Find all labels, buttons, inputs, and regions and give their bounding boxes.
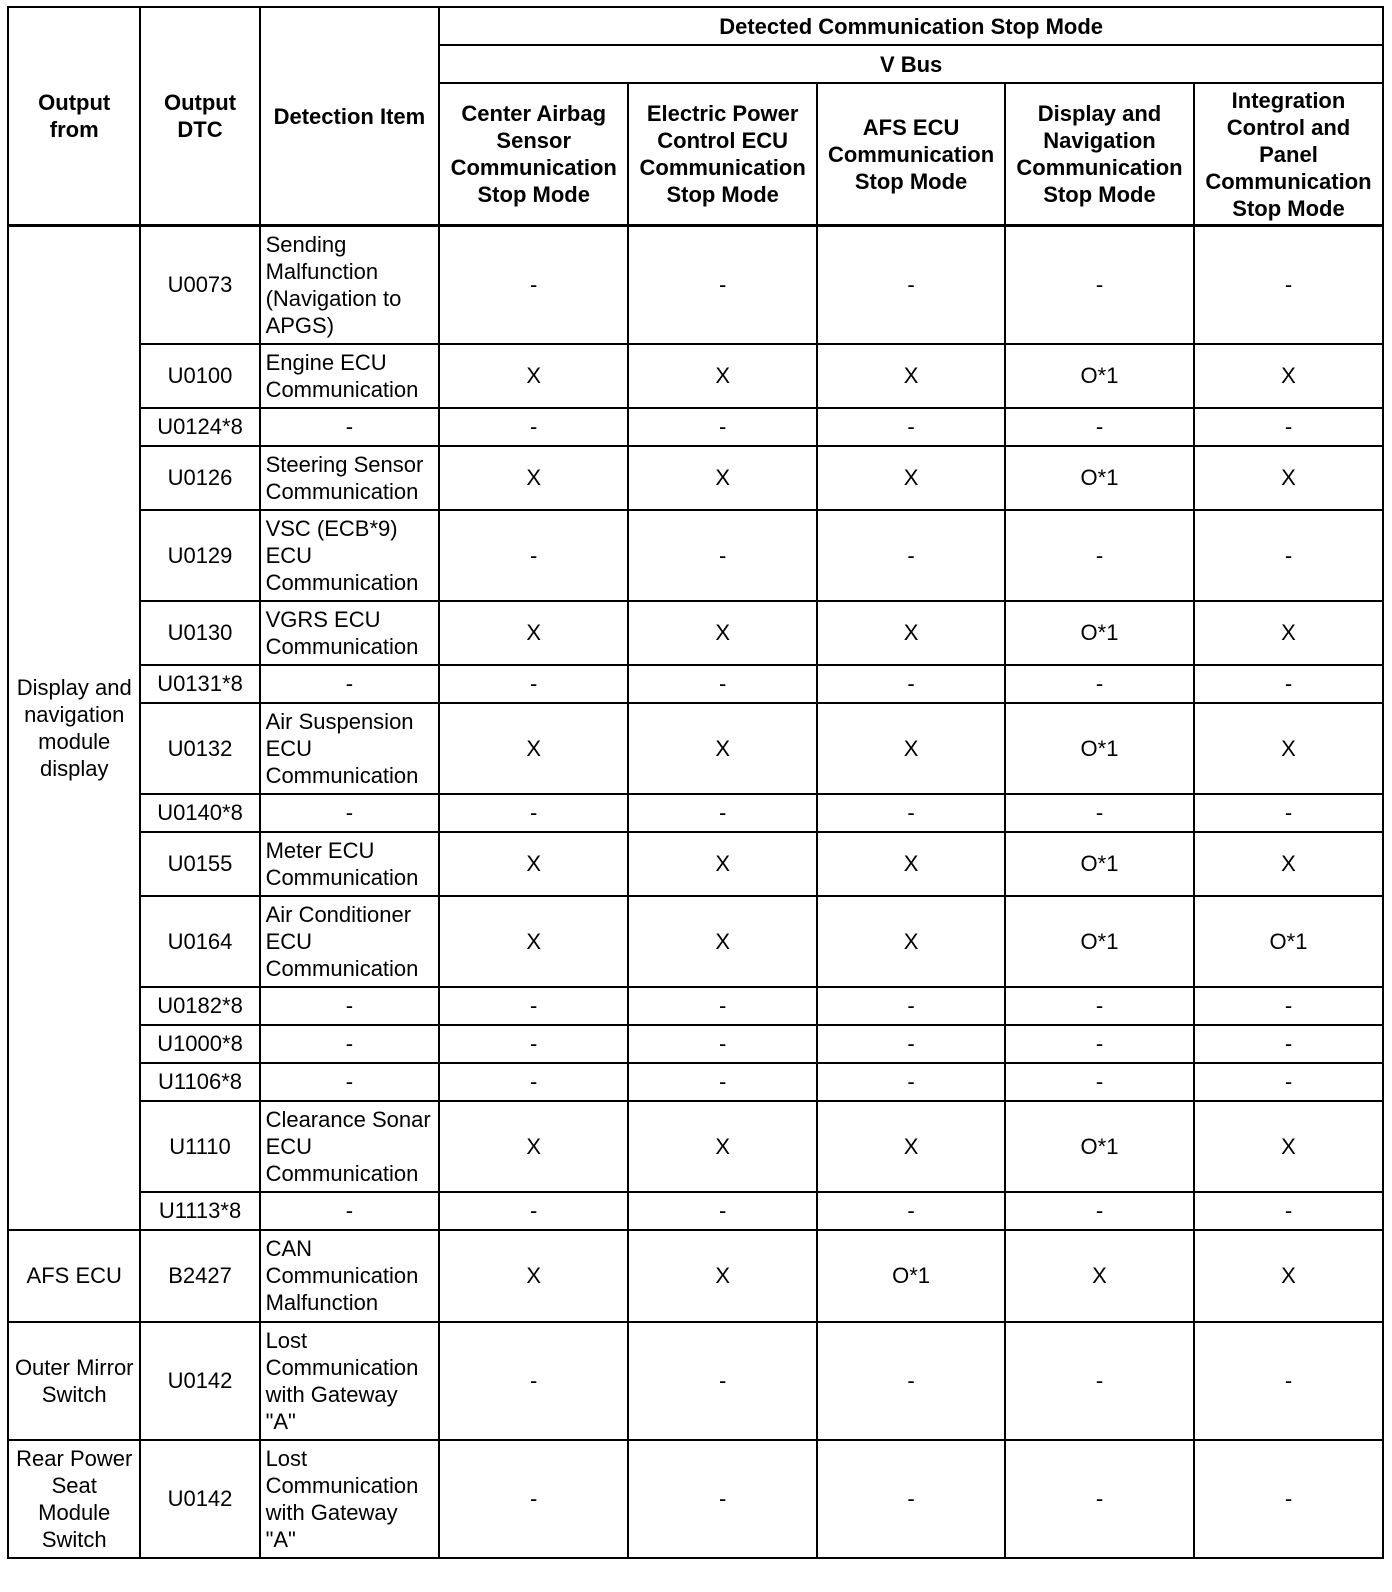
cell-mode-value: O*1	[1005, 896, 1194, 987]
cell-mode-value: X	[628, 896, 817, 987]
header-output-dtc: Output DTC	[140, 7, 259, 226]
cell-mode-value: -	[1005, 408, 1194, 446]
cell-mode-value: -	[439, 794, 628, 832]
cell-mode-value: -	[1005, 665, 1194, 703]
cell-mode-value: -	[439, 665, 628, 703]
cell-mode-value: X	[439, 832, 628, 896]
cell-dtc: B2427	[140, 1230, 259, 1322]
cell-dtc: U0182*8	[140, 987, 259, 1025]
cell-output-from: Display and navigation module display	[8, 226, 140, 1230]
cell-mode-value: -	[817, 794, 1005, 832]
cell-mode-value: X	[439, 344, 628, 408]
cell-detection-item: Lost Communication with Gateway "A"	[260, 1440, 440, 1558]
cell-mode-value: -	[817, 510, 1005, 601]
cell-mode-value: X	[817, 832, 1005, 896]
table-body	[8, 226, 1383, 1558]
cell-mode-value: X	[817, 703, 1005, 794]
cell-mode-value: X	[817, 601, 1005, 665]
cell-mode-value: -	[439, 1063, 628, 1101]
cell-dtc: U1106*8	[140, 1063, 259, 1101]
cell-mode-value: -	[1194, 665, 1383, 703]
cell-mode-value: -	[439, 1322, 628, 1440]
cell-mode-value: -	[1005, 1192, 1194, 1230]
cell-mode-value: -	[439, 226, 628, 344]
cell-detection-item: Air Suspension ECU Communication	[260, 703, 440, 794]
cell-mode-value: X	[1194, 1230, 1383, 1322]
cell-mode-value: X	[1005, 1230, 1194, 1322]
cell-mode-value: -	[817, 408, 1005, 446]
cell-mode-value: -	[1005, 510, 1194, 601]
cell-output-from: AFS ECU	[8, 1230, 140, 1322]
cell-output-from: Rear Power Seat Module Switch	[8, 1440, 140, 1558]
cell-mode-value: -	[439, 1440, 628, 1558]
cell-mode-value: X	[628, 703, 817, 794]
cell-mode-value: X	[817, 344, 1005, 408]
table-row	[8, 665, 1383, 703]
cell-mode-value: -	[817, 987, 1005, 1025]
cell-mode-value: X	[628, 1101, 817, 1192]
cell-mode-value: -	[1194, 226, 1383, 344]
cell-mode-value: -	[1194, 1440, 1383, 1558]
cell-dtc: U0142	[140, 1322, 259, 1440]
cell-detection-item: -	[260, 1192, 440, 1230]
table-row	[8, 1025, 1383, 1063]
cell-mode-value: -	[1005, 1440, 1194, 1558]
header-bus: V Bus	[439, 45, 1383, 83]
cell-mode-value: X	[817, 1101, 1005, 1192]
cell-detection-item: -	[260, 665, 440, 703]
cell-dtc: U1110	[140, 1101, 259, 1192]
cell-dtc: U0132	[140, 703, 259, 794]
cell-dtc: U0124*8	[140, 408, 259, 446]
cell-mode-value: -	[1194, 1322, 1383, 1440]
header-output-from: Output from	[8, 7, 140, 226]
table-row	[8, 1063, 1383, 1101]
cell-mode-value: -	[1005, 987, 1194, 1025]
table-header	[8, 7, 1383, 226]
header-mode-integration-panel: Integration Control and Panel Communication Stop Mode	[1194, 83, 1383, 226]
cell-mode-value: -	[628, 1192, 817, 1230]
cell-output-from: Outer Mirror Switch	[8, 1322, 140, 1440]
cell-detection-item: Lost Communication with Gateway "A"	[260, 1322, 440, 1440]
cell-mode-value: X	[1194, 832, 1383, 896]
cell-mode-value: -	[628, 665, 817, 703]
cell-mode-value: X	[439, 1230, 628, 1322]
cell-mode-value: X	[439, 896, 628, 987]
header-detection-item: Detection Item	[260, 7, 440, 226]
table-row	[8, 344, 1383, 408]
cell-mode-value: O*1	[817, 1230, 1005, 1322]
cell-detection-item: CAN Communication Malfunction	[260, 1230, 440, 1322]
cell-mode-value: -	[1194, 1025, 1383, 1063]
cell-mode-value: -	[628, 987, 817, 1025]
cell-mode-value: O*1	[1005, 1101, 1194, 1192]
cell-mode-value: -	[1194, 987, 1383, 1025]
dtc-table	[7, 6, 1384, 1559]
cell-detection-item: Steering Sensor Communication	[260, 446, 440, 510]
cell-mode-value: -	[817, 226, 1005, 344]
cell-dtc: U1000*8	[140, 1025, 259, 1063]
cell-mode-value: O*1	[1005, 601, 1194, 665]
cell-mode-value: -	[1194, 510, 1383, 601]
cell-mode-value: -	[439, 408, 628, 446]
cell-mode-value: -	[817, 665, 1005, 703]
cell-dtc: U0164	[140, 896, 259, 987]
table-row	[8, 601, 1383, 665]
cell-mode-value: X	[1194, 446, 1383, 510]
cell-detection-item: Clearance Sonar ECU Communication	[260, 1101, 440, 1192]
cell-mode-value: -	[628, 1025, 817, 1063]
cell-dtc: U0073	[140, 226, 259, 344]
header-mode-electric-power: Electric Power Control ECU Communication Stop Mode	[628, 83, 817, 226]
cell-mode-value: X	[439, 601, 628, 665]
cell-mode-value: X	[628, 601, 817, 665]
cell-mode-value: X	[1194, 1101, 1383, 1192]
cell-mode-value: X	[817, 896, 1005, 987]
cell-mode-value: X	[628, 344, 817, 408]
cell-dtc: U1113*8	[140, 1192, 259, 1230]
cell-mode-value: -	[1194, 1063, 1383, 1101]
table-row	[8, 226, 1383, 344]
header-mode-afs-ecu: AFS ECU Communication Stop Mode	[817, 83, 1005, 226]
cell-mode-value: X	[628, 1230, 817, 1322]
header-mode-center-airbag: Center Airbag Sensor Communication Stop Mode	[439, 83, 628, 226]
cell-dtc: U0142	[140, 1440, 259, 1558]
cell-mode-value: -	[628, 1063, 817, 1101]
cell-mode-value: -	[1005, 1322, 1194, 1440]
cell-detection-item: -	[260, 794, 440, 832]
cell-detection-item: Engine ECU Communication	[260, 344, 440, 408]
cell-dtc: U0130	[140, 601, 259, 665]
cell-dtc: U0100	[140, 344, 259, 408]
cell-mode-value: X	[817, 446, 1005, 510]
cell-mode-value: -	[439, 987, 628, 1025]
cell-mode-value: -	[1005, 1025, 1194, 1063]
cell-mode-value: -	[439, 510, 628, 601]
table-row	[8, 510, 1383, 601]
cell-mode-value: X	[439, 703, 628, 794]
cell-mode-value: -	[628, 408, 817, 446]
cell-detection-item: -	[260, 987, 440, 1025]
cell-dtc: U0129	[140, 510, 259, 601]
cell-mode-value: -	[628, 226, 817, 344]
table-row	[8, 1322, 1383, 1440]
cell-mode-value: -	[628, 510, 817, 601]
cell-mode-value: -	[628, 1322, 817, 1440]
cell-mode-value: -	[439, 1192, 628, 1230]
cell-mode-value: O*1	[1005, 703, 1194, 794]
cell-dtc: U0126	[140, 446, 259, 510]
cell-detection-item: VSC (ECB*9) ECU Communication	[260, 510, 440, 601]
table-row	[8, 987, 1383, 1025]
table-row	[8, 446, 1383, 510]
cell-mode-value: -	[817, 1063, 1005, 1101]
cell-mode-value: -	[1005, 1063, 1194, 1101]
cell-detection-item: Sending Malfunction (Navigation to APGS)	[260, 226, 440, 344]
cell-mode-value: -	[628, 794, 817, 832]
table-row	[8, 1192, 1383, 1230]
cell-dtc: U0155	[140, 832, 259, 896]
cell-mode-value: O*1	[1005, 446, 1194, 510]
cell-mode-value: -	[1194, 408, 1383, 446]
cell-mode-value: -	[1194, 794, 1383, 832]
cell-mode-value: X	[628, 832, 817, 896]
table-row	[8, 832, 1383, 896]
cell-mode-value: O*1	[1005, 832, 1194, 896]
cell-mode-value: -	[1005, 794, 1194, 832]
table-row	[8, 896, 1383, 987]
cell-mode-value: X	[439, 446, 628, 510]
table-row	[8, 703, 1383, 794]
cell-mode-value: X	[1194, 703, 1383, 794]
cell-mode-value: -	[817, 1440, 1005, 1558]
cell-mode-value: -	[817, 1192, 1005, 1230]
cell-mode-value: X	[1194, 344, 1383, 408]
cell-mode-value: X	[1194, 601, 1383, 665]
cell-mode-value: -	[817, 1025, 1005, 1063]
cell-dtc: U0140*8	[140, 794, 259, 832]
table-row	[8, 1230, 1383, 1322]
cell-detection-item: Air Conditioner ECU Communication	[260, 896, 440, 987]
table-row	[8, 1101, 1383, 1192]
cell-detection-item: Meter ECU Communication	[260, 832, 440, 896]
table-row	[8, 1440, 1383, 1558]
cell-mode-value: O*1	[1005, 344, 1194, 408]
cell-detection-item: -	[260, 408, 440, 446]
cell-mode-value: -	[1194, 1192, 1383, 1230]
cell-detection-item: VGRS ECU Communication	[260, 601, 440, 665]
cell-mode-value: -	[817, 1322, 1005, 1440]
cell-mode-value: O*1	[1194, 896, 1383, 987]
cell-detection-item: -	[260, 1063, 440, 1101]
cell-mode-value: -	[628, 1440, 817, 1558]
cell-detection-item: -	[260, 1025, 440, 1063]
table-row	[8, 408, 1383, 446]
cell-mode-value: X	[439, 1101, 628, 1192]
cell-mode-value: -	[1005, 226, 1194, 344]
header-detected-mode: Detected Communication Stop Mode	[439, 7, 1383, 45]
cell-dtc: U0131*8	[140, 665, 259, 703]
cell-mode-value: -	[439, 1025, 628, 1063]
table-row	[8, 794, 1383, 832]
cell-mode-value: X	[628, 446, 817, 510]
header-mode-display-navigation: Display and Navigation Communication Stop Mode	[1005, 83, 1194, 226]
